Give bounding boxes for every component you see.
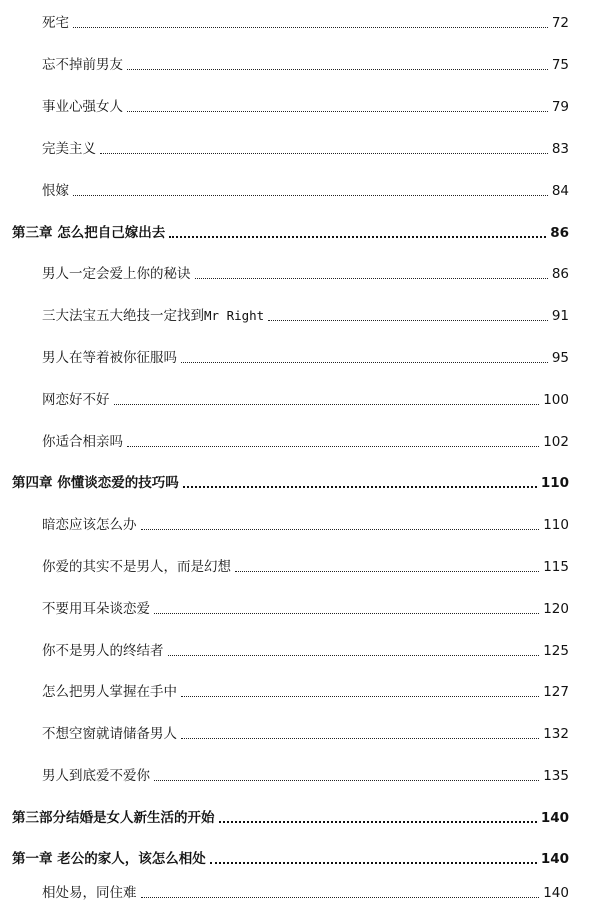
toc-entry-page: 83 [551, 141, 569, 157]
toc-entry-title-text: 三大法宝五大绝技一定找到 [42, 308, 204, 324]
toc-chapter-title: 第三章 怎么把自己嫁出去 [12, 225, 166, 241]
dot-leader [210, 862, 537, 864]
toc-entry[interactable] [0, 297, 610, 325]
toc-entry[interactable] [0, 255, 610, 283]
dot-leader [141, 529, 540, 530]
dot-leader [154, 780, 539, 781]
toc-entry-page: 72 [551, 15, 569, 31]
toc-entry[interactable] [0, 4, 610, 32]
toc-entry-page: 125 [543, 643, 569, 659]
toc-entry[interactable] [0, 590, 610, 618]
toc-entry-title: 你爱的其实不是男人，而是幻想 [42, 559, 231, 575]
toc-entry[interactable] [0, 339, 610, 367]
toc-entry-page: 100 [543, 392, 569, 408]
toc-entry-page: 115 [543, 559, 569, 575]
toc-entry-page: 86 [551, 266, 569, 282]
dot-leader [181, 696, 539, 697]
dot-leader [141, 897, 540, 898]
toc-entry-title: 不要用耳朵谈恋爱 [42, 601, 150, 617]
toc-entry-page: 120 [543, 601, 569, 617]
toc-part-title: 第三部分结婚是女人新生活的开始 [12, 810, 215, 826]
toc-entry[interactable] [0, 423, 610, 451]
toc-entry-title: 事业心强女人 [42, 99, 123, 115]
dot-leader [195, 278, 548, 279]
dot-leader [168, 655, 540, 656]
toc-entry-title: 忘不掉前男友 [42, 57, 123, 73]
toc-entry-title: 恨嫁 [42, 183, 69, 199]
dot-leader [73, 195, 548, 196]
toc-entry-page: 110 [543, 517, 569, 533]
dot-leader [268, 320, 548, 321]
toc-part-page: 140 [540, 810, 569, 826]
toc-entry-title: 完美主义 [42, 141, 96, 157]
dot-leader [127, 69, 548, 70]
toc-entry-page: 127 [543, 684, 569, 700]
toc-entry-title: 相处易，同住难 [42, 885, 137, 901]
dot-leader [100, 153, 548, 154]
toc-entry-title: 你适合相亲吗 [42, 434, 123, 450]
toc-entry[interactable] [0, 506, 610, 534]
toc-entry-title: 暗恋应该怎么办 [42, 517, 137, 533]
toc-entry-title: 男人一定会爱上你的秘诀 [42, 266, 191, 282]
toc-entry[interactable] [0, 757, 610, 785]
toc-entry-title: 男人到底爱不爱你 [42, 768, 150, 784]
toc-entry-page: 79 [551, 99, 569, 115]
toc-entry[interactable] [0, 172, 610, 200]
toc-chapter-page: 86 [550, 225, 569, 241]
dot-leader [127, 446, 539, 447]
toc-entry-title: 死宅 [42, 15, 69, 31]
toc-entry-title: 你不是男人的终结者 [42, 643, 164, 659]
toc-entry[interactable] [0, 381, 610, 409]
toc-part-entry[interactable] [0, 799, 610, 827]
toc-entry[interactable] [0, 673, 610, 701]
toc-entry-title-latin: Mr Right [204, 308, 265, 323]
toc-chapter-page: 140 [540, 851, 569, 867]
dot-leader [114, 404, 540, 405]
dot-leader [169, 236, 546, 238]
toc-chapter-entry[interactable] [0, 214, 610, 242]
toc-entry[interactable] [0, 88, 610, 116]
toc-chapter-entry[interactable] [0, 464, 610, 492]
dot-leader [181, 738, 539, 739]
toc-entry-page: 102 [543, 434, 569, 450]
toc-chapter-title: 第四章 你懂谈恋爱的技巧吗 [12, 475, 179, 491]
toc-entry[interactable] [0, 548, 610, 576]
toc-entry-title [42, 307, 264, 325]
toc-entry-page: 140 [543, 885, 569, 901]
toc-chapter-page: 110 [540, 475, 569, 491]
toc-chapter-entry[interactable] [0, 840, 610, 868]
dot-leader [219, 821, 537, 823]
toc-chapter-title: 第一章 老公的家人，该怎么相处 [12, 851, 206, 867]
toc-entry-page: 132 [543, 726, 569, 742]
toc-entry-page: 75 [551, 57, 569, 73]
dot-leader [127, 111, 548, 112]
toc-entry[interactable] [0, 715, 610, 743]
toc-entry-page: 91 [551, 308, 569, 324]
toc-entry[interactable] [0, 130, 610, 158]
toc-entry-title: 不想空窗就请储备男人 [42, 726, 177, 742]
toc-entry-page: 95 [551, 350, 569, 366]
toc-entry-title: 网恋好不好 [42, 392, 110, 408]
dot-leader [73, 27, 548, 28]
toc-entry-title: 怎么把男人掌握在手中 [42, 684, 177, 700]
dot-leader [181, 362, 548, 363]
toc-entry[interactable] [0, 46, 610, 74]
toc-entry[interactable] [0, 632, 610, 660]
toc-entry[interactable] [0, 874, 610, 902]
toc-entry-title: 男人在等着被你征服吗 [42, 350, 177, 366]
toc-entry-page: 135 [543, 768, 569, 784]
dot-leader [154, 613, 539, 614]
dot-leader [183, 486, 537, 488]
dot-leader [235, 571, 539, 572]
toc-entry-page: 84 [551, 183, 569, 199]
